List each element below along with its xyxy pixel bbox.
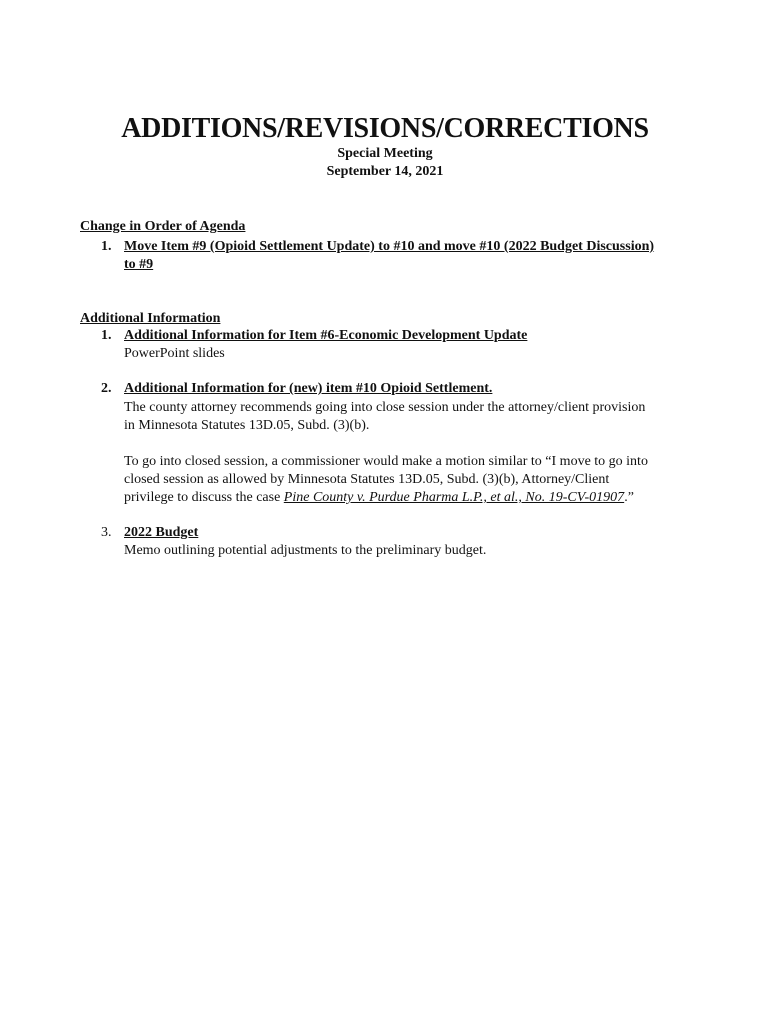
para2-line-3-suffix: .”	[624, 490, 634, 505]
change-order-item-line-2: to #9	[124, 257, 154, 272]
info-item-2-number: 2.	[101, 381, 112, 396]
info-item-1-title: Additional Information for Item #6-Economic Development Update	[124, 328, 528, 343]
info-item-2-para2-line-1: To go into closed session, a commissioner would make a motion similar to “I move to go into	[124, 454, 648, 469]
info-item-1-description: PowerPoint slides	[124, 346, 225, 361]
info-item-1-number: 1.	[101, 328, 112, 343]
meeting-type: Special Meeting	[337, 146, 433, 161]
change-order-item-line-1: Move Item #9 (Opioid Settlement Update) to #10 and move #10 (2022 Budget Discussion)	[124, 239, 655, 254]
para2-line-3-prefix: privilege to discuss the case	[124, 490, 284, 505]
document-title: ADDITIONS/REVISIONS/CORRECTIONS	[121, 113, 649, 144]
info-item-3-description: Memo outlining potential adjustments to the preliminary budget.	[124, 543, 487, 558]
info-item-2-desc-line-1: The county attorney recommends going into close session under the attorney/client provision	[124, 400, 646, 415]
section-heading-change-order: Change in Order of Agenda	[80, 219, 246, 234]
case-citation: Pine County v. Purdue Pharma L.P., et al., No. 19-CV-01907	[283, 490, 625, 505]
info-item-3-title: 2022 Budget	[124, 525, 199, 540]
info-item-2-para2-line-3	[124, 489, 634, 507]
info-item-2-para2-line-2: closed session as allowed by Minnesota Statutes 13D.05, Subd. (3)(b), Attorney/Client	[124, 472, 610, 487]
meeting-date: September 14, 2021	[326, 164, 444, 179]
info-item-2-title: Additional Information for (new) item #10 Opioid Settlement.	[124, 381, 493, 396]
info-item-3-number: 3.	[101, 525, 112, 540]
change-order-item-number: 1.	[101, 239, 112, 254]
section-heading-additional-info: Additional Information	[80, 311, 221, 326]
info-item-2-desc-line-2: in Minnesota Statutes 13D.05, Subd. (3)(b).	[124, 418, 370, 433]
